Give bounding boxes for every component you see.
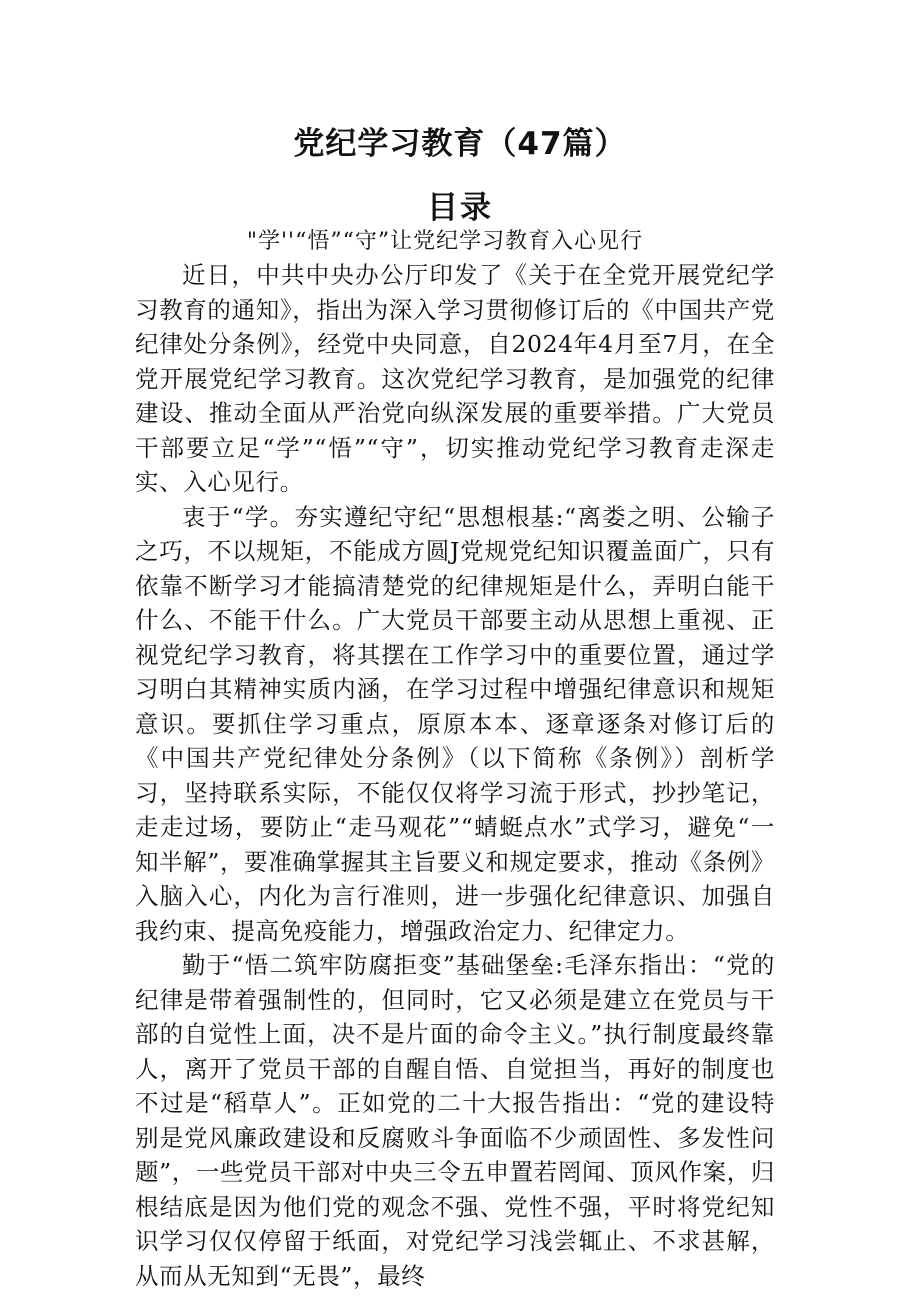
document-title: 党纪学习教育（47篇）	[293, 126, 627, 162]
toc-heading: 目录	[427, 190, 493, 226]
paragraph-understand: 勤于“悟二筑牢防腐拒变”基础堡垒:毛泽东指出：“党的纪律是带着强制性的，但同时，它又必须是建立在党员与干部的自觉性上面，决不是片面的命令主义。”执行制度最终靠人，离开了党员干部的自醒自悟、自觉担当，再好的制度也不过是“稻草人”。正如党的二十大报告指出：“党的建设特别是党风廉政建设和反腐败斗争面临不少顽固性、多发性问题”，一些党员干部对中央三令五申置若罔闻、顶风作案，归根结底是因为他们党的观念不强、党性不强，平时将党纪知识学习仅仅停留于纸面，对党纪学习浅尝辄止、不求甚解，从而从无知到“无畏”，最终	[135, 951, 775, 1290]
paragraph-intro: 近日，中共中央办公厅印发了《关于在全党开展党纪学习教育的通知》，指出为深入学习贯彻修订后的《中国共产党纪律处分条例》，经党中央同意，自2024年4月至7月，在全党开展党纪学习教育。这次党纪学习教育，是加强党的纪律建设、推动全面从严治党向纵深发展的重要举措。广大党员干部要立足“学”“悟”“守”，切实推动党纪学习教育走深走实、入心见行。	[135, 261, 775, 496]
document-body	[135, 226, 775, 1293]
paragraph-study: 衷于“学。夯实遵纪守纪“思想根基:“离娄之明、公输子之巧，不以规矩，不能成方圆J党规党纪知识覆盖面广，只有依靠不断学习才能搞清楚党的纪律规矩是什么，弄明白能干什么、不能干什么。广大党员干部要主动从思想上重视、正视党纪学习教育，将其摆在工作学习中的重要位置，通过学习明白其精神实质内涵，在学习过程中增强纪律意识和规矩意识。要抓住学习重点，原原本本、逐章逐条对修订后的《中国共产党纪律处分条例》（以下简称《条例》）剖析学习，坚持联系实际，不能仅仅将学习流于形式，抄抄笔记，走走过场，要防止“走马观花”“蜻蜓点水”式学习，避免“一知半解”，要准确掌握其主旨要义和规定要求，推动《条例》入脑入心，内化为言行准则，进一步强化纪律意识、加强自我约束、提高免疫能力，增强政治定力、纪律定力。	[135, 502, 775, 945]
article-title: "学''“悟”“守”让党纪学习教育入心见行	[246, 229, 644, 254]
